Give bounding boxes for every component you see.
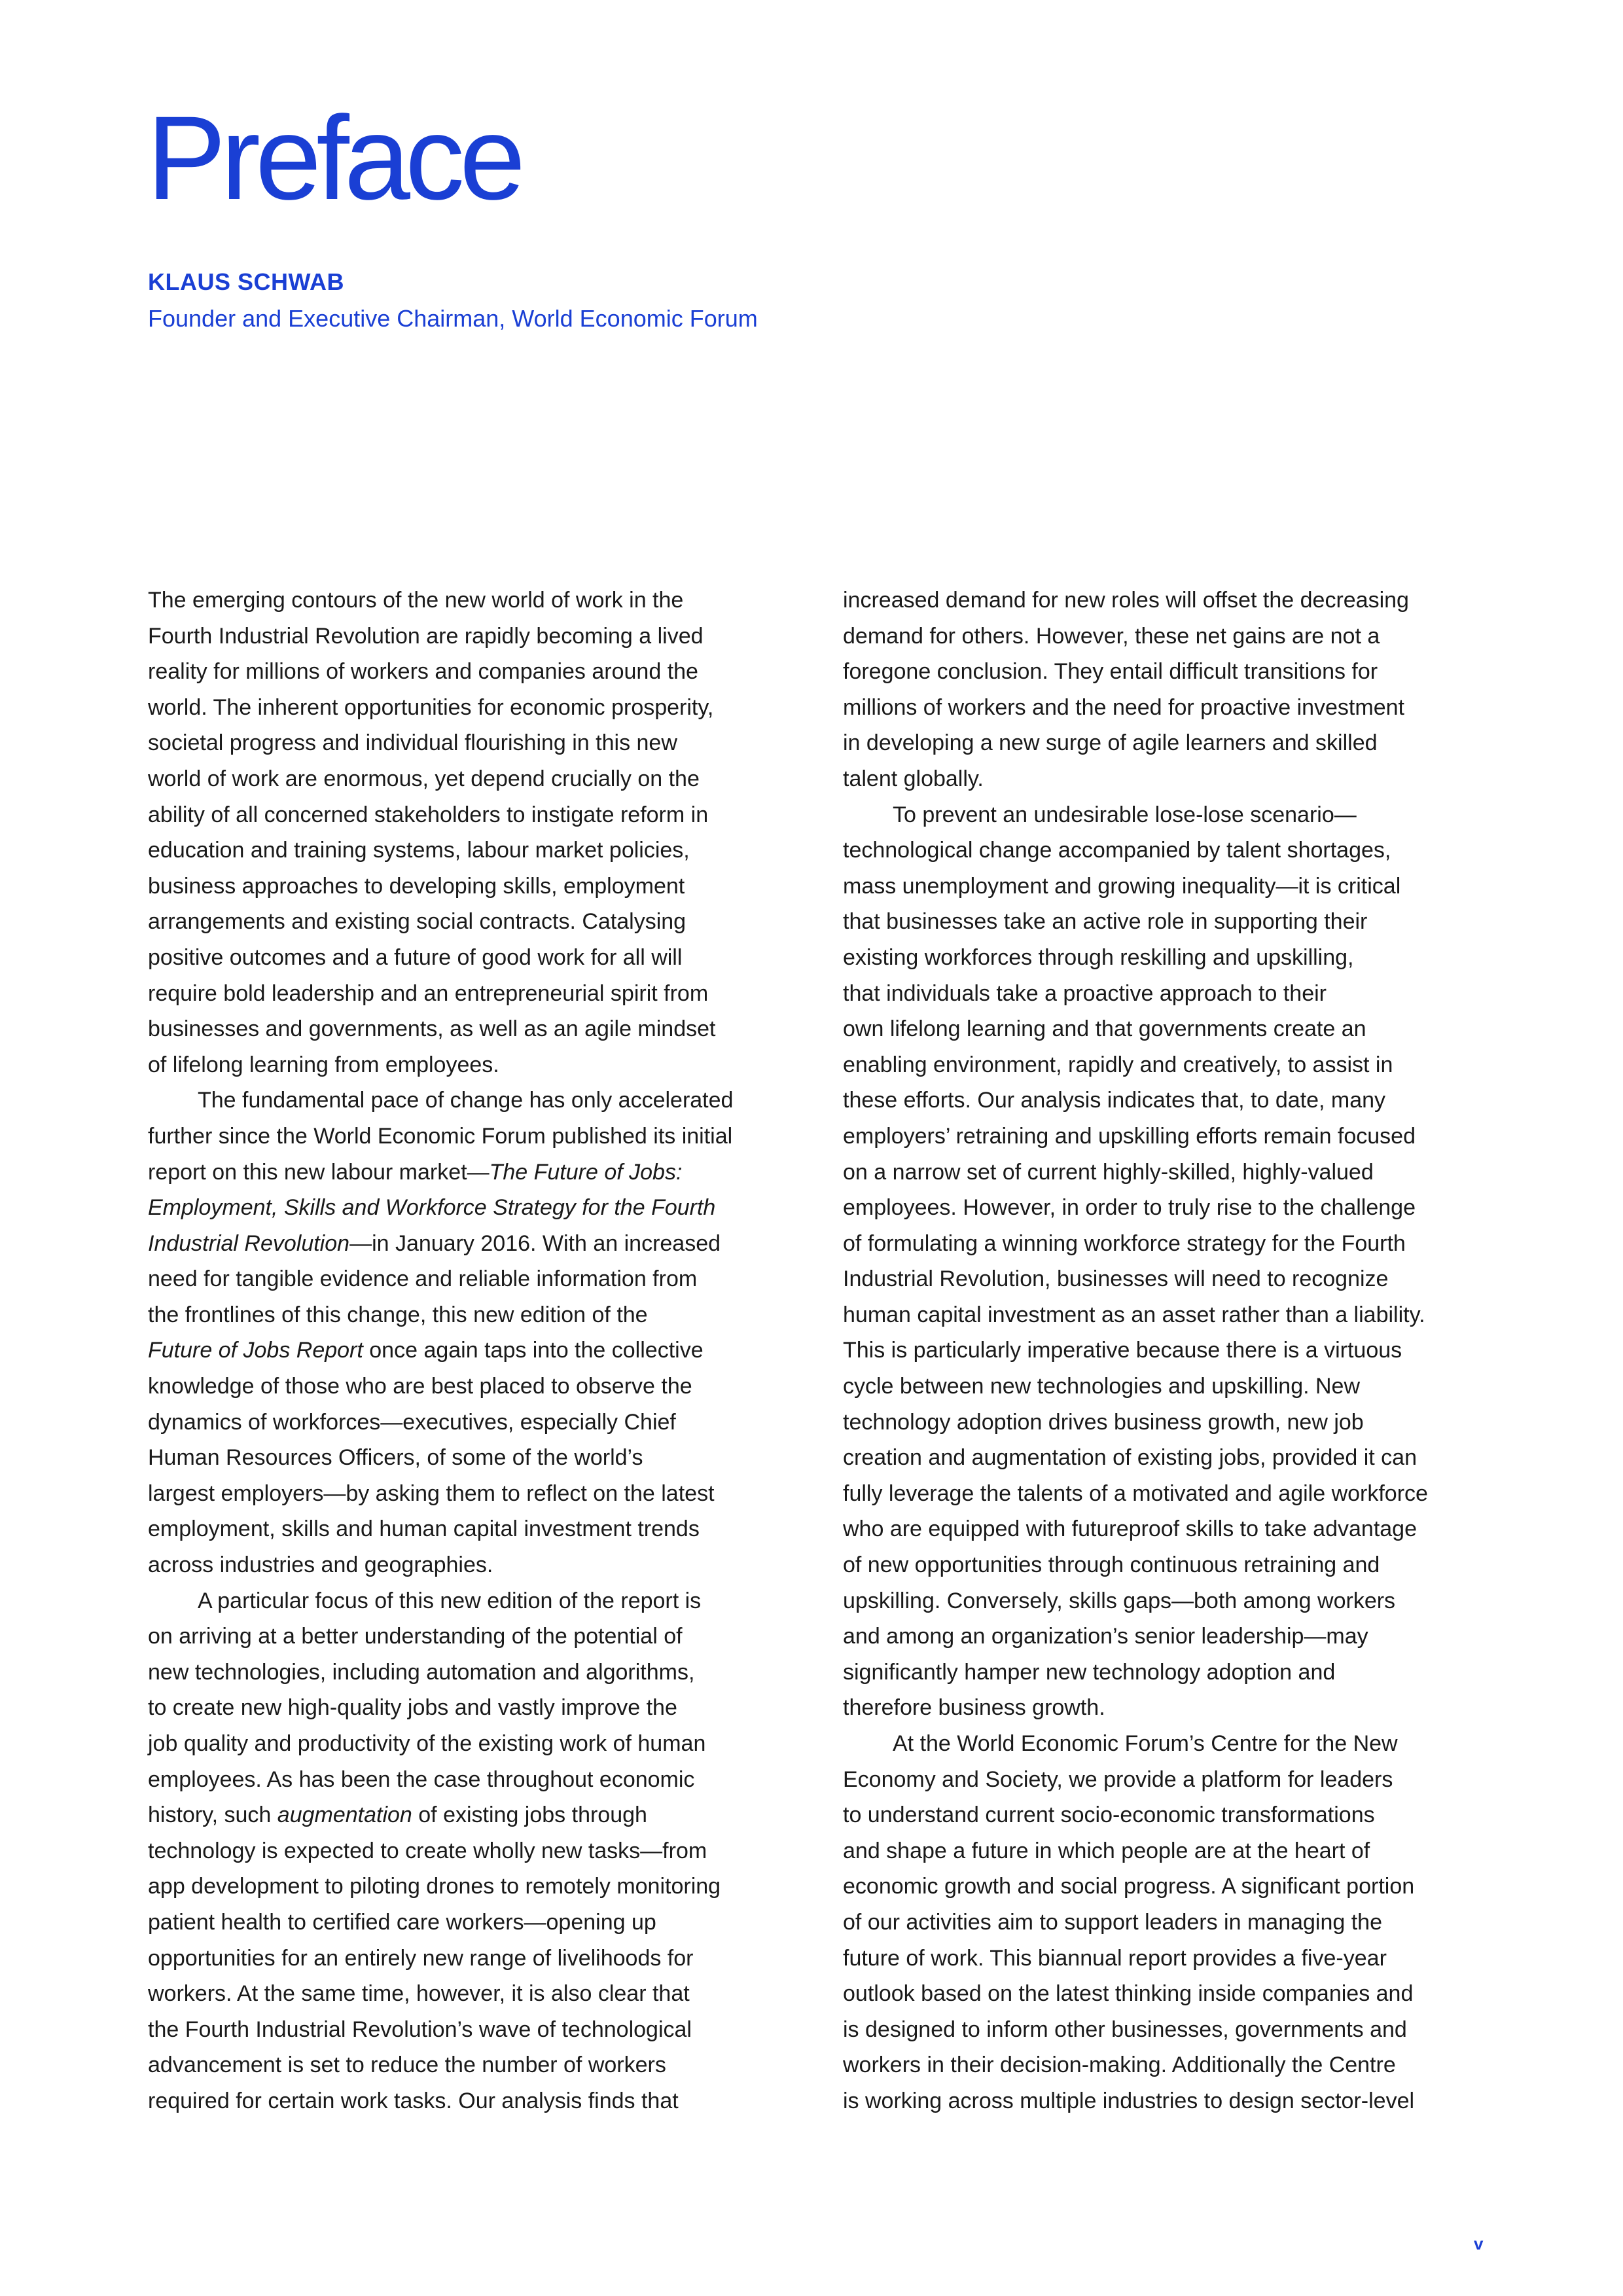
text-line (148, 1655, 809, 1691)
line-text: enabling environment, rapidly and creatively, to assist in (843, 1052, 1393, 1077)
line-text: report on this new labour market— (148, 1159, 490, 1185)
text-line (148, 1511, 809, 1547)
text-line (843, 1119, 1504, 1155)
text-line (148, 1833, 809, 1869)
left-text-column (148, 583, 809, 2119)
text-line (843, 1011, 1504, 1047)
line-text: businesses and governments, as well as an agile mindset (148, 1016, 716, 1042)
line-text: future of work. This biannual report provides a five-year (843, 1945, 1387, 1971)
line-text: to create new high-quality jobs and vastly improve the (148, 1695, 677, 1721)
line-text: arrangements and existing social contracts. Catalysing (148, 909, 687, 935)
line-text: technological change accompanied by talent shortages, (843, 838, 1391, 863)
page-number: v (1474, 2234, 1484, 2253)
text-line (843, 1726, 1504, 1762)
text-line (148, 1583, 809, 1619)
text-line (148, 904, 809, 940)
text-line (148, 1297, 809, 1333)
line-text: Economy and Society, we provide a platform for leaders (843, 1767, 1393, 1792)
line-text: advancement is set to reduce the number of workers (148, 2053, 666, 2078)
text-line (843, 1869, 1504, 1905)
text-line (148, 1797, 809, 1833)
text-line (148, 690, 809, 726)
text-line (843, 1333, 1504, 1369)
italic-text: Industrial Revolution (148, 1230, 350, 1256)
text-line (843, 725, 1504, 761)
italic-text: augmentation (277, 1803, 412, 1828)
text-line (843, 2012, 1504, 2048)
line-text: societal progress and individual flourishing in this new (148, 730, 677, 756)
text-line (843, 1655, 1504, 1691)
text-line (843, 1083, 1504, 1119)
text-line (148, 619, 809, 655)
line-text: history, such (148, 1803, 277, 1828)
line-text: who are equipped with futureproof skills to take advantage (843, 1516, 1417, 1542)
line-text: therefore business growth. (843, 1695, 1105, 1721)
line-text: employers’ retraining and upskilling efforts remain focused (843, 1123, 1416, 1149)
text-line (843, 833, 1504, 869)
text-line (843, 1762, 1504, 1798)
text-line (843, 2047, 1504, 2083)
text-line (148, 1941, 809, 1977)
line-text: technology is expected to create wholly new tasks—from (148, 1838, 707, 1863)
line-text: job quality and productivity of the existing work of human (148, 1731, 706, 1756)
line-text: patient health to certified care workers—opening up (148, 1909, 656, 1935)
line-text: to understand current socio-economic transformations (843, 1803, 1375, 1828)
text-line (148, 1440, 809, 1476)
line-text: Industrial Revolution, businesses will need to recognize (843, 1266, 1389, 1292)
line-text: At the World Economic Forum’s Centre for the New (893, 1731, 1398, 1756)
text-line (843, 1190, 1504, 1226)
line-text: significantly hamper new technology adoption and (843, 1659, 1336, 1685)
text-line (843, 1619, 1504, 1655)
line-text: workers in their decision-making. Additionally the Centre (843, 2053, 1396, 2078)
line-text: that businesses take an active role in supporting their (843, 909, 1368, 935)
line-text: new technologies, including automation and algorithms, (148, 1659, 695, 1685)
line-text: in developing a new surge of agile learners and skilled (843, 730, 1378, 756)
line-text: economic growth and social progress. A significant portion (843, 1874, 1415, 1899)
line-text: education and training systems, labour market policies, (148, 838, 690, 863)
text-line (843, 1905, 1504, 1941)
author-name: KLAUS SCHWAB (148, 268, 344, 295)
text-line (843, 1405, 1504, 1441)
text-line (843, 1476, 1504, 1512)
text-line (843, 1511, 1504, 1547)
line-text: opportunities for an entirely new range of livelihoods for (148, 1945, 694, 1971)
text-line (148, 1369, 809, 1405)
line-text: To prevent an undesirable lose-lose scenario— (893, 802, 1357, 827)
line-text: is working across multiple industries to design sector-level (843, 2088, 1415, 2113)
line-text: of our activities aim to support leaders in managing the (843, 1909, 1383, 1935)
text-line (843, 976, 1504, 1012)
text-line (148, 1690, 809, 1726)
text-line (843, 1261, 1504, 1297)
text-line (843, 690, 1504, 726)
text-line (148, 2047, 809, 2083)
line-text: dynamics of workforces—executives, especially Chief (148, 1409, 676, 1435)
line-text: the Fourth Industrial Revolution’s wave of technological (148, 2017, 692, 2042)
text-line (148, 1333, 809, 1369)
text-line (843, 619, 1504, 655)
line-text: upskilling. Conversely, skills gaps—both among workers (843, 1588, 1396, 1613)
text-line (148, 1047, 809, 1083)
line-text: require bold leadership and an entrepreneurial spirit from (148, 980, 709, 1006)
text-line (148, 1011, 809, 1047)
line-text: foregone conclusion. They entail difficult transitions for (843, 659, 1378, 685)
text-line (843, 904, 1504, 940)
text-line (843, 1941, 1504, 1977)
line-text: Human Resources Officers, of some of the world’s (148, 1445, 643, 1471)
text-line (148, 1083, 809, 1119)
text-line (148, 1762, 809, 1798)
page-title: Preface (147, 91, 521, 224)
line-text: of new opportunities through continuous retraining and (843, 1552, 1380, 1578)
line-text: —in January 2016. With an increased (349, 1230, 721, 1256)
text-line (843, 583, 1504, 619)
text-line (148, 761, 809, 797)
italic-text: The Future of Jobs: (489, 1159, 683, 1185)
line-text: of formulating a winning workforce strategy for the Fourth (843, 1230, 1406, 1256)
line-text: existing workforces through reskilling and upskilling, (843, 944, 1354, 970)
text-line (843, 1047, 1504, 1083)
text-line (148, 940, 809, 976)
line-text: ability of all concerned stakeholders to instigate reform in (148, 802, 709, 827)
italic-text: Future of Jobs Report (148, 1338, 363, 1363)
text-line (148, 1226, 809, 1262)
text-line (148, 833, 809, 869)
line-text: is designed to inform other businesses, governments and (843, 2017, 1407, 2042)
line-text: knowledge of those who are best placed to observe the (148, 1374, 692, 1399)
line-text: of lifelong learning from employees. (148, 1052, 499, 1077)
line-text: cycle between new technologies and upskilling. New (843, 1374, 1361, 1399)
line-text: The fundamental pace of change has only accelerated (198, 1088, 734, 1113)
text-line (843, 1297, 1504, 1333)
line-text: Fourth Industrial Revolution are rapidly becoming a lived (148, 623, 704, 649)
line-text: mass unemployment and growing inequality—it is critical (843, 873, 1401, 899)
line-text: across industries and geographies. (148, 1552, 493, 1578)
line-text: employees. However, in order to truly rise to the challenge (843, 1195, 1416, 1221)
text-line (148, 725, 809, 761)
line-text: technology adoption drives business growth, new job (843, 1409, 1364, 1435)
text-line (148, 1119, 809, 1155)
text-line (843, 1976, 1504, 2012)
line-text: world. The inherent opportunities for economic prosperity, (148, 694, 714, 720)
text-line (843, 797, 1504, 833)
line-text: required for certain work tasks. Our analysis finds that (148, 2088, 679, 2113)
line-text: on arriving at a better understanding of the potential of (148, 1624, 683, 1649)
line-text: once again taps into the collective (363, 1338, 704, 1363)
line-text: these efforts. Our analysis indicates that, to date, many (843, 1088, 1386, 1113)
text-line (843, 1833, 1504, 1869)
text-line (148, 654, 809, 690)
text-line (148, 1976, 809, 2012)
author-role: Founder and Executive Chairman, World Economic Forum (148, 305, 758, 332)
text-line (148, 1155, 809, 1191)
text-line (843, 1547, 1504, 1583)
line-text: and among an organization’s senior leadership—may (843, 1624, 1368, 1649)
right-text-column (843, 583, 1504, 2119)
text-line (843, 654, 1504, 690)
line-text: positive outcomes and a future of good work for all will (148, 944, 683, 970)
line-text: This is particularly imperative because there is a virtuous (843, 1338, 1402, 1363)
line-text: fully leverage the talents of a motivated and agile workforce (843, 1480, 1428, 1506)
text-line (148, 2012, 809, 2048)
text-line (843, 1583, 1504, 1619)
line-text: reality for millions of workers and companies around the (148, 659, 698, 685)
text-line (148, 1405, 809, 1441)
text-line (843, 1440, 1504, 1476)
text-line (843, 2083, 1504, 2119)
text-line (843, 1797, 1504, 1833)
line-text: further since the World Economic Forum published its initial (148, 1123, 733, 1149)
text-line (843, 1155, 1504, 1191)
text-line (148, 2083, 809, 2119)
text-line (148, 1726, 809, 1762)
line-text: of existing jobs through (412, 1803, 647, 1828)
text-line (148, 869, 809, 905)
line-text: creation and augmentation of existing jobs, provided it can (843, 1445, 1417, 1471)
line-text: outlook based on the latest thinking inside companies and (843, 1981, 1414, 2007)
line-text: on a narrow set of current highly-skilled, highly-valued (843, 1159, 1374, 1185)
line-text: business approaches to developing skills, employment (148, 873, 685, 899)
text-line (843, 761, 1504, 797)
line-text: human capital investment as an asset rather than a liability. (843, 1302, 1425, 1327)
line-text: own lifelong learning and that governments create an (843, 1016, 1366, 1042)
text-line (148, 583, 809, 619)
line-text: The emerging contours of the new world of work in the (148, 588, 684, 613)
text-line (148, 1905, 809, 1941)
line-text: employment, skills and human capital investment trends (148, 1516, 700, 1542)
line-text: need for tangible evidence and reliable information from (148, 1266, 698, 1292)
text-line (843, 940, 1504, 976)
text-line (843, 869, 1504, 905)
line-text: employees. As has been the case throughout economic (148, 1767, 695, 1792)
line-text: the frontlines of this change, this new edition of the (148, 1302, 648, 1327)
text-line (148, 797, 809, 833)
text-line (148, 1476, 809, 1512)
line-text: millions of workers and the need for proactive investment (843, 694, 1404, 720)
text-line (148, 1547, 809, 1583)
line-text: app development to piloting drones to remotely monitoring (148, 1874, 721, 1899)
line-text: and shape a future in which people are at the heart of (843, 1838, 1370, 1863)
line-text: demand for others. However, these net gains are not a (843, 623, 1380, 649)
line-text: A particular focus of this new edition of the report is (198, 1588, 702, 1613)
text-line (843, 1690, 1504, 1726)
text-line (148, 1261, 809, 1297)
line-text: talent globally. (843, 766, 984, 791)
line-text: that individuals take a proactive approach to their (843, 980, 1327, 1006)
line-text: increased demand for new roles will offset the decreasing (843, 588, 1409, 613)
text-line (843, 1369, 1504, 1405)
text-line (148, 1190, 809, 1226)
line-text: world of work are enormous, yet depend crucially on the (148, 766, 700, 791)
line-text: workers. At the same time, however, it is also clear that (148, 1981, 690, 2007)
text-line (148, 1619, 809, 1655)
text-line (843, 1226, 1504, 1262)
line-text: largest employers—by asking them to reflect on the latest (148, 1480, 715, 1506)
text-line (148, 1869, 809, 1905)
text-line (148, 976, 809, 1012)
line-text: Employment, Skills and Workforce Strategy for the Fourth (148, 1195, 716, 1221)
